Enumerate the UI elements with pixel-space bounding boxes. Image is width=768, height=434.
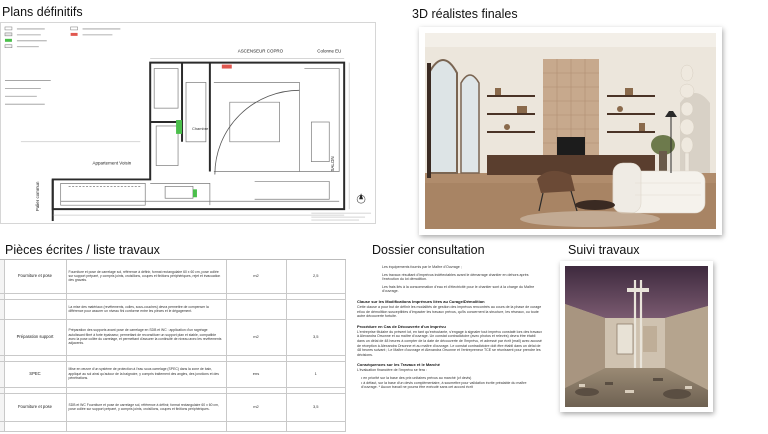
row-quantity: 2,5 <box>286 260 346 293</box>
row-quantity: 3,5 <box>286 319 346 355</box>
row-description: SDB et WC Fourniture et pose de carrelage sol, référence à définir, format rectangulaire 60 x 60 cm, pose collée sur support préparé, y compris joints, croisillons, coupes et finitions périphériques. <box>66 393 226 421</box>
list-item: • en priorité sur la base des prix unitaires prévus au marché (cf devis) <box>361 376 544 381</box>
row-description: Fourniture et pose de carrelage sol, référence à définir, format rectangulaire 60 x 60 cm, pose collée sur support préparé, y compris joints, croisillons, coupes et finitions périphériques, rejet et évacuation des gravats. <box>66 260 226 293</box>
procedure-heading: Procédure en Cas de Découverte d'un Imprévu <box>357 323 446 329</box>
plan-legend <box>5 27 120 104</box>
title-block <box>311 213 371 220</box>
plan-label-room: Chambre <box>191 125 209 131</box>
plan-dimensions <box>21 59 349 215</box>
floor-plan-drawing <box>1 23 375 223</box>
works-list-table <box>0 260 346 432</box>
coffee-table <box>575 200 615 210</box>
consultation-document <box>352 261 544 434</box>
list-item: Les frais liés à la consommation d'eau et d'électricité pour le chantier sont à la charge du Maître d'ouvrage. <box>382 284 535 294</box>
list-item: Les équipements fournis par le Maître d'Ouvrage ; <box>382 265 462 269</box>
row-unit <box>226 421 286 431</box>
site-photo <box>560 261 713 412</box>
row-description: Préparation des supports avant pose de carrelage en SDB et WC : application d'un ragréage autolissant fibré à forte épaisseur, permettant de reconstituer un support plan et stable, compatible avec la pose collée du carrelage, et permettant d'assurer la continuité de niveau avec les revêtements adjacents. <box>66 319 226 355</box>
row-quantity: 3,5 <box>286 393 346 421</box>
plans-title: Plans définitifs <box>2 5 83 19</box>
consequences-heading: Conséquences sur les Travaux et le Marché <box>357 362 440 368</box>
plan-green-marker-2 <box>193 189 197 197</box>
list-item: Les travaux résultant d'imprévus indétectables avant le démarrage chantier en dehors après l'exécution du lot démolition. <box>382 272 529 282</box>
row-label: SPEC <box>4 361 66 387</box>
table-row <box>0 319 346 355</box>
plan-label-neighbour: Appartement Voisin <box>92 160 132 166</box>
plan-label-elevator: ASCENSEUR COPRO <box>237 48 284 54</box>
pipe-bracket <box>627 288 649 292</box>
render-title: 3D réalistes finales <box>412 7 518 21</box>
row-quantity: 1 <box>286 361 346 387</box>
row-label: Préparation support <box>4 319 66 355</box>
window-left <box>427 60 479 178</box>
table-row <box>0 260 346 293</box>
table-row <box>0 421 346 431</box>
follow-up-title: Suivi travaux <box>568 243 640 257</box>
plan-label-landing: Palier commun <box>34 181 40 212</box>
row-unit: m2 <box>226 319 286 355</box>
table-row <box>0 361 346 387</box>
clause-paragraph: Cette clause a pour but de définir les modalités de gestion des imprévus rencontrés au cours de la phase de curage et/ou de démolition susceptibles d'impacter les travaux prévus, qu'ils concernent la structure, les réseaux, ou toute autre découverte fortuite. <box>357 304 542 319</box>
works-title: Pièces écrites / liste travaux <box>5 243 160 257</box>
doorway <box>643 326 657 352</box>
living-room-render <box>425 33 716 229</box>
render-image <box>419 27 722 235</box>
table-row <box>0 393 346 421</box>
row-description: Mise en œuvre d'un système de protection à l'eau sous carrelage (SPEC) dans la zone de bain, appliqué au sol ainsi qu'autour de la baignoire, y compris traitement des angles, des jonctions et des pénétrations. <box>66 361 226 387</box>
consultation-title: Dossier consultation <box>372 243 485 257</box>
row-description <box>66 421 226 431</box>
window <box>617 324 633 354</box>
plan-partitions <box>61 69 340 206</box>
rug <box>520 211 660 227</box>
row-label <box>4 421 66 431</box>
row-label: Fourniture et pose <box>4 260 66 293</box>
row-unit: m2 <box>226 393 286 421</box>
row-label: Fourniture et pose <box>4 393 66 421</box>
plan-label-living: SALON <box>330 156 336 172</box>
plan-label-column: Colonne EU <box>317 48 342 54</box>
floor-plan <box>0 22 376 224</box>
row-quantity <box>286 299 346 319</box>
row-unit: m2 <box>226 260 286 293</box>
consequences-list <box>361 376 544 390</box>
tv-screen <box>557 137 585 155</box>
procedure-paragraph: L'entreprise titulaire du présent lot, en tant qu'exécutante, s'engage à signaler tout imprévu constaté lors des travaux à Alexandra Orsonne et au maître d'ouvrage. Un constat contradictoire (avec photos et relevés) devra être établi dans un délai de 48 heures à compter de la date de découverte de l'imprévu, et adressé par écrit (mail) avec accusé de réception à Alexandra Orsonne et au maître d'ouvrage. Le constat contradictoire doit être établi dans un délai de 48 heures suivant ; Le Maître d'ouvrage et Alexandra Orsonne et l'entrepreneur TCE se réunissent pour prendre les décisions. <box>357 329 543 357</box>
works-table <box>0 259 346 434</box>
row-quantity <box>286 421 346 431</box>
plan-red-marker <box>222 65 232 69</box>
exclusions-list <box>382 265 544 294</box>
row-label <box>4 299 66 319</box>
row-description: La mise des matériaux (revêtements, colles, sous-couches) devra permettre de compenser la différence pour assurer un niveau fini conforme entre les pièces et le dégagement. <box>66 299 226 319</box>
row-unit <box>226 299 286 319</box>
plan-green-marker <box>176 120 182 134</box>
construction-site-photo <box>565 266 708 407</box>
compass-icon <box>357 193 365 203</box>
list-item: • à défaut, sur la base d'un devis complémentaire, à soumettre pour validation écrite préalable du maître d'ouvrage. * Aucun travail ne pourra être exécuté sans cet accord écrit <box>361 381 544 390</box>
consequences-intro: L'évaluation financière de l'imprévu se fera : <box>357 368 427 373</box>
clause-heading: Clause sur les Modifications Imprévues liées au Curage/Démolition <box>357 298 485 304</box>
table-row <box>0 299 346 319</box>
row-unit: ens <box>226 361 286 387</box>
